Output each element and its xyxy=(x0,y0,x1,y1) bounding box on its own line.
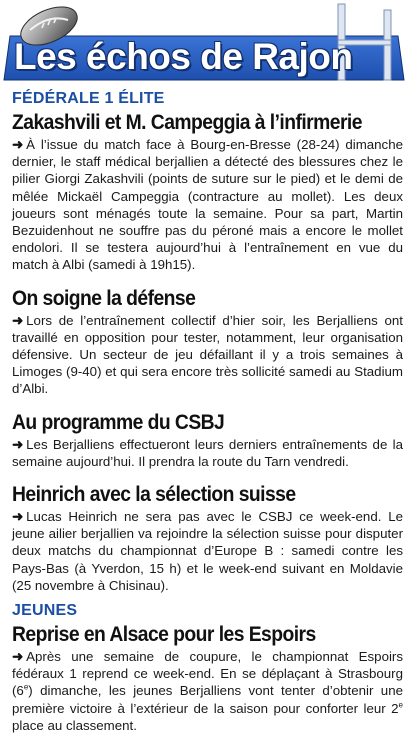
article-body xyxy=(12,648,403,734)
banner-title: Les échos de Rajon xyxy=(14,36,353,77)
article-text: Lors de l’entraînement collectif d’hier soir, les Berjalliens ont travaillé en opposition pour tester, notamment, leur organisation défensive. Un secteur de jeu défaillant il y a trois semaines à Limoges (9-40) et qui sera encore très sollicité samedi au Stadium d’Albi. xyxy=(12,312,403,397)
article-column xyxy=(12,88,403,734)
article-text: ) dimanche, les jeunes Berjalliens vont tenter d’obtenir une première victoire à l’extérieur de la saison pour conforter leur 2 xyxy=(12,683,403,716)
article-text: À l’issue du match face à Bourg-en-Bresse (28-24) dimanche dernier, le staff médical berjallien a détecté des blessures chez le pilier Giorgi Zakashvili (points de suture sur le pied) et le demi de mêlée Mickaël Campeggia (contracture au mollet). Les deux joueurs sont ménagés toute la semaine. Pour sa part, Martin Bezuidenhout ne souffre pas du péroné mais a encore le mollet endolori. Il se testera aujourd’hui à l’entraînement en vue du match à Albi (samedi à 19h15). xyxy=(12,137,403,273)
arrow-right-icon: ➜ xyxy=(12,649,24,665)
arrow-right-icon: ➜ xyxy=(12,312,24,328)
ordinal-suffix: e xyxy=(23,683,29,693)
article-body xyxy=(12,436,403,470)
headline: Reprise en Alsace pour les Espoirs xyxy=(12,623,316,647)
article-text: Après une semaine de coupure, le championnat Espoirs fédéraux 1 reprend ce week-end. En se déplaçant à Strasbourg (6 xyxy=(12,649,403,699)
section-label: JEUNES xyxy=(12,602,78,620)
headline: Au programme du CSBJ xyxy=(12,410,225,434)
arrow-right-icon: ➜ xyxy=(12,509,24,525)
headline: Heinrich avec la sélection suisse xyxy=(12,483,296,507)
article-body xyxy=(12,136,403,274)
article-body xyxy=(12,508,403,594)
article-text: Lucas Heinrich ne sera pas avec le CSBJ ce week-end. Le jeune ailier berjallien va rejoindre la sélection suisse pour disputer deux matchs du championnat d’Europe B : samedi contre les Pays-Bas (à Yverdon, 15 h) et le week-end suivant en Moldavie (25 novembre à Chisinau). xyxy=(12,509,403,593)
headline: On soigne la défense xyxy=(12,286,196,310)
ordinal-suffix: e xyxy=(398,700,403,710)
article-text: place au classement. xyxy=(12,717,137,733)
article-text: Les Berjalliens effectueront leurs derniers entraînements de la semaine aujourd’hui. Il prendra la route du Tarn vendredi. xyxy=(12,436,403,469)
section-label: FÉDÉRALE 1 ÉLITE xyxy=(12,90,165,107)
arrow-right-icon: ➜ xyxy=(12,137,24,152)
article-body xyxy=(12,312,403,398)
arrow-right-icon: ➜ xyxy=(12,436,24,452)
column-banner xyxy=(0,0,412,82)
headline: Zakashvili et M. Campeggia à l’infirmerie xyxy=(12,111,362,134)
